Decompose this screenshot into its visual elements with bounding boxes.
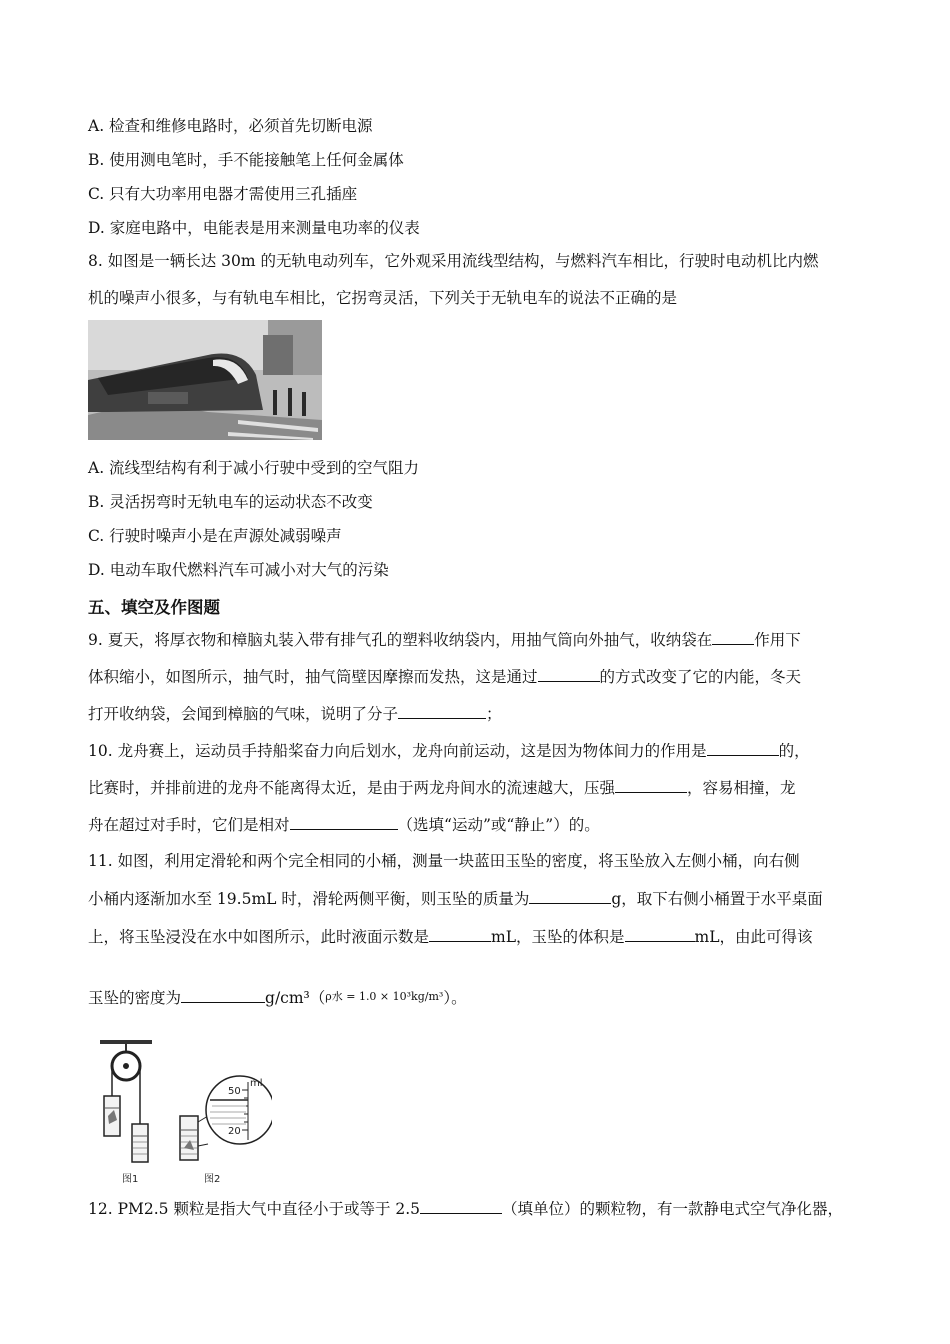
scale-label-20: 20 (228, 1126, 241, 1137)
q9-blank-1[interactable] (712, 629, 754, 645)
q8-option-a: A. 流线型结构有利于减小行驶中受到的空气阻力 (88, 459, 420, 477)
q12-blank-unit[interactable] (420, 1198, 502, 1214)
q11-text-2a: 小桶内逐渐加水至 19.5mL 时，滑轮两侧平衡，则玉坠的质量为 (88, 890, 530, 908)
scale-label-50: 50 (228, 1086, 241, 1097)
q11-text-3c: mL，由此可得该 (694, 928, 813, 946)
q12-line1 (88, 1198, 843, 1219)
q9-line2 (88, 666, 801, 687)
q10-blank-2[interactable] (615, 777, 687, 793)
q11-blank-reading[interactable] (429, 926, 491, 942)
q8-stem-line1: 8. 如图是一辆长达 30m 的无轨电动列车，它外观采用流线型结构，与燃料汽车相比，行驶时电动机比内燃 (88, 252, 819, 270)
q8-option-d: D. 电动车取代燃料汽车可减小对大气的污染 (88, 561, 389, 579)
q9-blank-2[interactable] (538, 666, 600, 682)
q12-text-1b: （填单位）的颗粒物，有一款静电式空气净化器， (502, 1200, 844, 1218)
q10-text-3a: 舟在超过对手时，它们是相对 (88, 816, 290, 834)
q10-blank-1[interactable] (707, 740, 779, 756)
q9-text-1a: 9. 夏天，将厚衣物和樟脑丸装入带有排气孔的塑料收纳袋内，用抽气筒向外抽气，收纳袋在 (88, 631, 713, 649)
q9-text-2a: 体积缩小，如图所示，抽气时，抽气筒壁因摩擦而发热，这是通过 (88, 668, 538, 686)
q11-line4 (88, 987, 467, 1008)
q7-option-d: D. 家庭电路中，电能表是用来测量电功率的仪表 (88, 219, 420, 237)
q12-text-1a: 12. PM2.5 颗粒是指大气中直径小于或等于 2.5 (88, 1200, 421, 1218)
trolleybus-photo (88, 320, 322, 440)
q11-blank-mass[interactable] (529, 888, 611, 904)
scale-unit-label: ml (250, 1078, 263, 1089)
q11-line1: 11. 如图，利用定滑轮和两个完全相同的小桶，测量一块蓝田玉坠的密度，将玉坠放入左侧小桶，向右侧 (88, 852, 800, 870)
pulley-figure (100, 1040, 152, 1162)
q11-blank-volume[interactable] (625, 926, 695, 942)
figure2-caption: 图2 (204, 1174, 221, 1185)
pulley-cylinder-figure (92, 1038, 272, 1188)
q11-text-3b: mL，玉坠的体积是 (491, 928, 625, 946)
figure1-caption: 图1 (122, 1174, 139, 1185)
q10-text-3b: （选填“运动”或“静止”）的。 (397, 816, 600, 834)
q10-line3 (88, 814, 600, 835)
q11-text-3a: 上，将玉坠浸没在水中如图所示，此时液面示数是 (88, 928, 430, 946)
q11-text-2b: g，取下右侧小桶置于水平桌面 (611, 890, 823, 908)
q10-line2 (88, 777, 796, 798)
cylinder-figure (180, 1076, 272, 1160)
q9-text-3a: 打开收纳袋，会闻到樟脑的气味，说明了分子 (88, 705, 399, 723)
q7-option-c: C. 只有大功率用电器才需使用三孔插座 (88, 185, 358, 203)
q11-blank-density[interactable] (181, 987, 265, 1003)
q10-text-1a: 10. 龙舟赛上，运动员手持船桨奋力向后划水，龙舟向前运动，这是因为物体间力的作用是 (88, 742, 707, 760)
section-heading: 五、填空及作图题 (88, 598, 220, 617)
q10-text-2b: ，容易相撞，龙 (687, 779, 796, 797)
q9-blank-3[interactable] (398, 703, 486, 719)
q9-text-2b: 的方式改变了它的内能，冬天 (599, 668, 802, 686)
q9-text-3b: ； (486, 705, 502, 723)
q10-blank-3[interactable] (290, 814, 398, 830)
water-density-formula: ρ水 = 1.0 × 10³kg/m³ (325, 990, 444, 1003)
q9-text-1b: 作用下 (754, 631, 801, 649)
q11-text-4b: g/cm³（ (265, 989, 326, 1007)
q7-option-a: A. 检查和维修电路时，必须首先切断电源 (88, 117, 373, 135)
q11-line2 (88, 888, 823, 909)
q11-text-4a: 玉坠的密度为 (88, 989, 182, 1007)
q10-text-2a: 比赛时，并排前进的龙舟不能离得太近，是由于两龙舟间水的流速越大，压强 (88, 779, 616, 797)
q10-text-1b: 的， (778, 742, 810, 760)
q8-option-b: B. 灵活拐弯时无轨电车的运动状态不改变 (88, 493, 373, 511)
q11-line3 (88, 926, 813, 947)
q10-line1 (88, 740, 810, 761)
q8-option-c: C. 行驶时噪声小是在声源处减弱噪声 (88, 527, 342, 545)
q8-stem-line2: 机的噪声小很多，与有轨电车相比，它拐弯灵活，下列关于无轨电车的说法不正确的是 (88, 289, 678, 307)
q9-line3 (88, 703, 502, 724)
q11-text-4c: ）。 (443, 989, 467, 1007)
q7-option-b: B. 使用测电笔时，手不能接触笔上任何金属体 (88, 151, 404, 169)
q9-line1 (88, 629, 801, 650)
